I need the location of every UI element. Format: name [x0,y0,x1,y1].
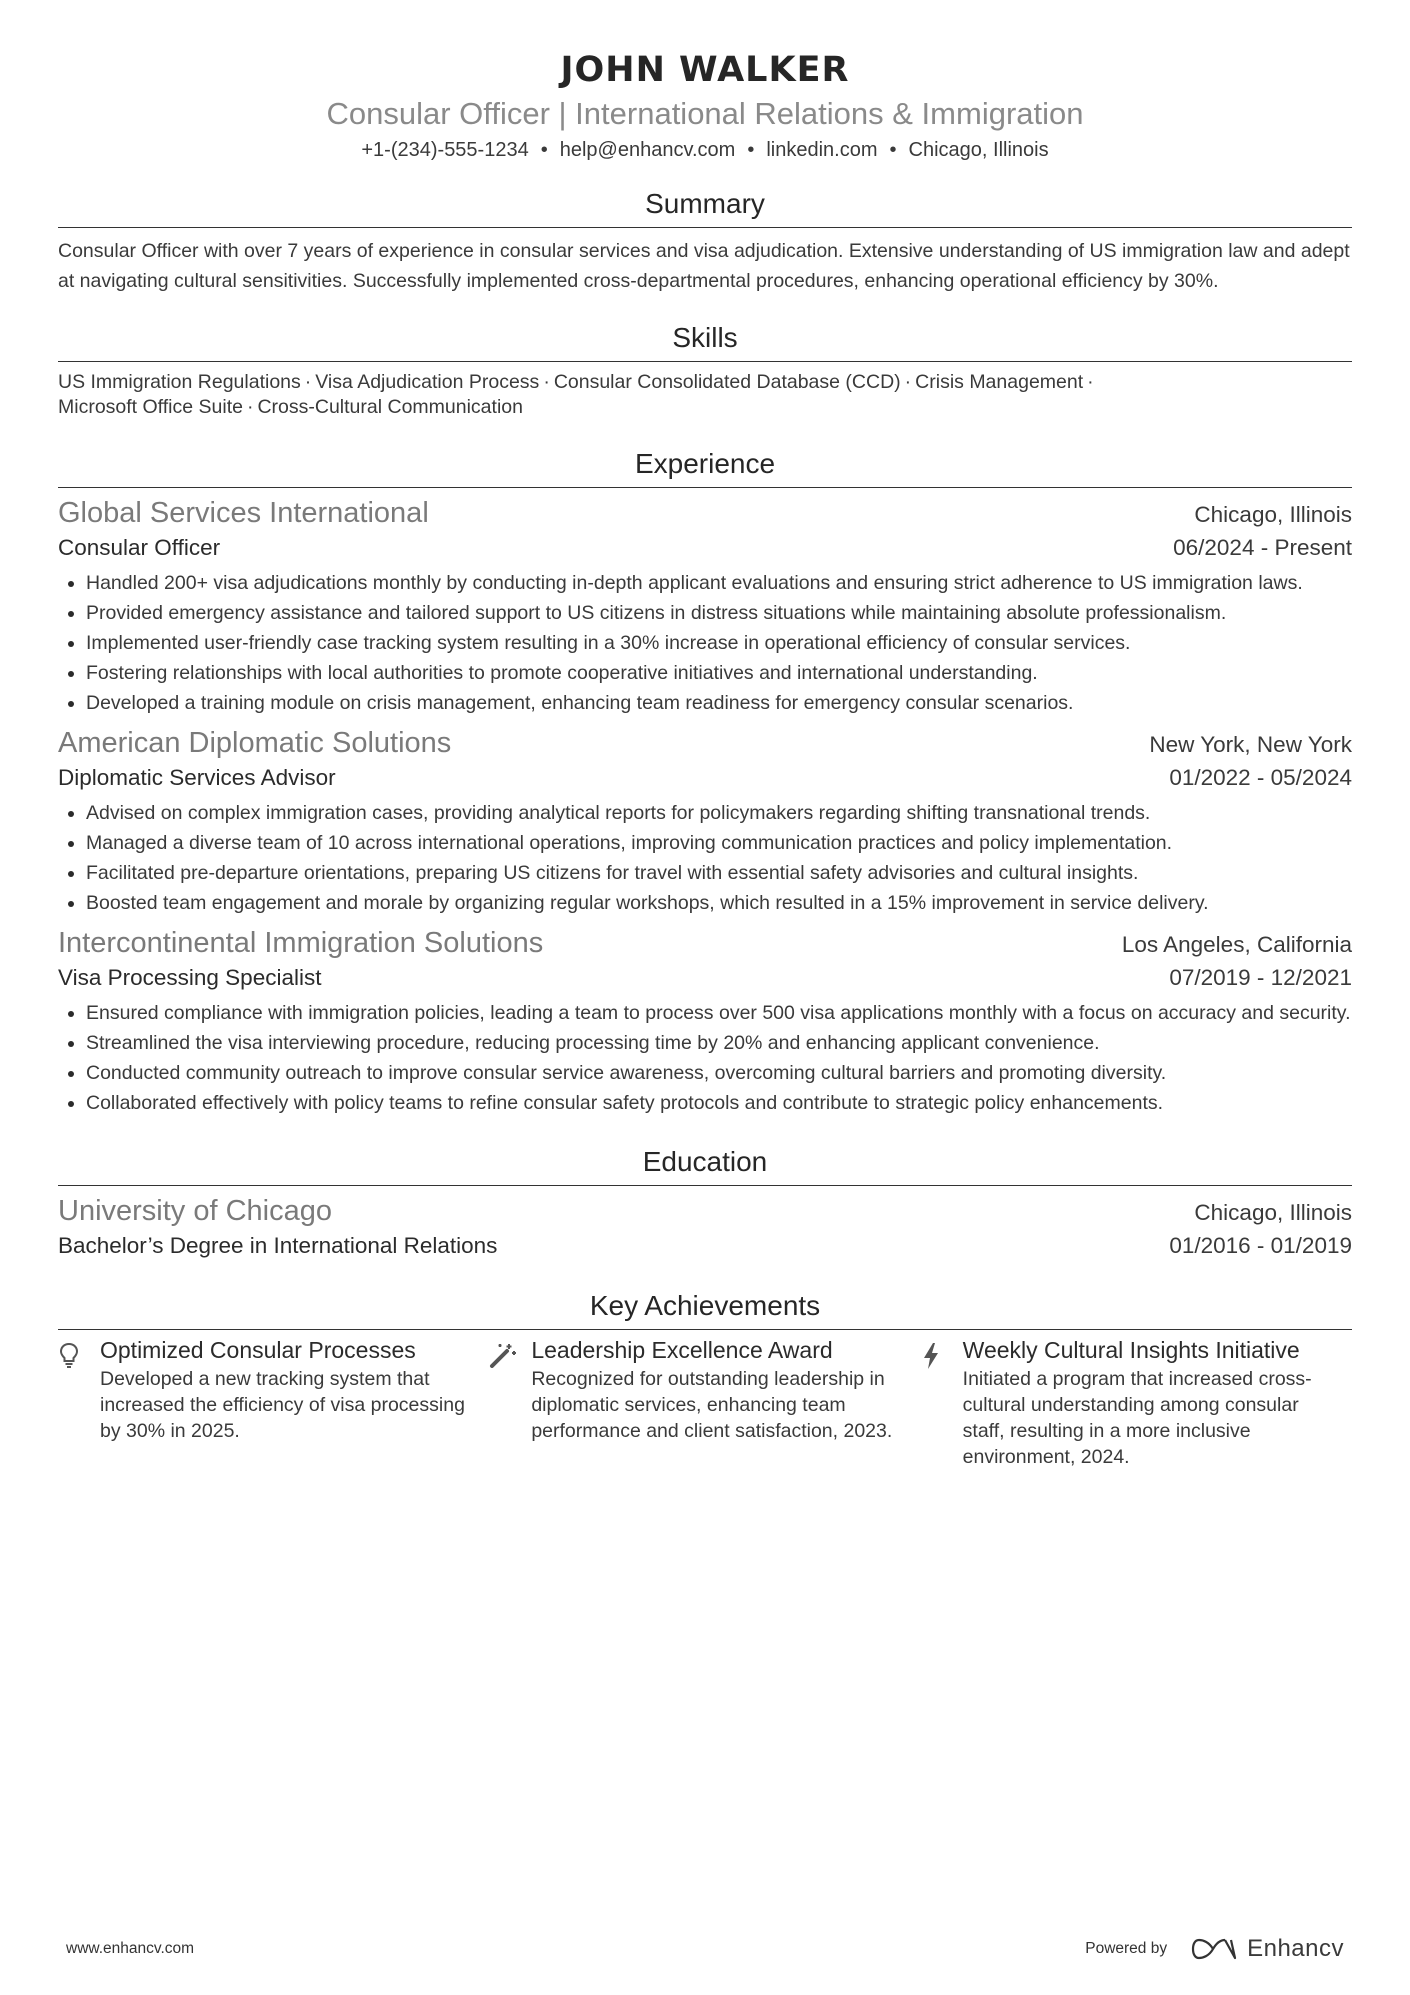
education-section [58,1144,1352,1262]
candidate-headline: Consular Officer | International Relations & Immigration [326,96,1084,131]
job-entry [58,724,1352,918]
achievement-item [58,1336,489,1470]
summary-text: Consular Officer with over 7 years of experience in consular services and visa adjudication. Extensive understanding of US immigration law and adept at navigating cultural sensitivities. Successfully implemented cross-departmental procedures, enhancing operational efficiency by 30%. [58,240,1350,292]
job-role: Visa Processing Specialist [58,965,322,990]
bullet-separator: • [889,139,897,161]
job-location: Los Angeles, California [1121,932,1352,957]
job-bullets [58,798,1352,918]
job-bullet: • Ensured compliance with immigration policies, leading a team to process over 500 visa applications monthly with a focus on accuracy and security. [86,998,1352,1028]
achievements-list [58,1336,1352,1470]
job-role: Diplomatic Services Advisor [58,765,336,790]
achievement-item [921,1336,1352,1470]
enhancv-logo-icon [1191,1938,1237,1960]
achievement-description: Initiated a program that increased cross-cultural understanding among consular staff, resulting in a more inclusive environment, 2024. [962,1368,1312,1468]
achievement-title: Leadership Excellence Award [531,1337,833,1363]
contact-location: Chicago, Illinois [908,139,1049,161]
contact-phone: +1-(234)-555-1234 [361,139,529,161]
achievement-title: Optimized Consular Processes [100,1337,416,1363]
section-title-achievements: Key Achievements [58,1288,1352,1330]
achievement-description: Developed a new tracking system that increased the efficiency of visa processing by 30% in 2025. [100,1368,465,1442]
job-bullet: • Advised on complex immigration cases, providing analytical reports for policymakers regarding shifting transnational trends. [86,798,1352,828]
job-location: New York, New York [1149,732,1352,757]
job-bullet: • Boosted team engagement and morale by organizing regular workshops, which resulted in a 15% improvement in service delivery. [86,888,1352,918]
section-title-education: Education [58,1144,1352,1186]
skill-item: Consular Consolidated Database (CCD) [553,371,901,393]
degree: Bachelor’s Degree in International Relations [58,1233,498,1258]
job-bullet: • Provided emergency assistance and tailored support to US citizens in distress situations while maintaining absolute professionalism. [86,598,1352,628]
job-bullet: • Fostering relationships with local authorities to promote cooperative initiatives and international understanding. [86,658,1352,688]
skills-list: US Immigration Regulations · Visa Adjudication Process · Consular Consolidated Database (CCD) · Crisis Management · Microsoft Office Suite · Cross-Cultural Communication [58,371,1094,418]
section-title-experience: Experience [58,446,1352,488]
school-name: University of Chicago [58,1195,332,1227]
company-name: American Diplomatic Solutions [58,727,452,759]
job-bullet: • Implemented user-friendly case tracking system resulting in a 30% increase in operational efficiency of consular services. [86,628,1352,658]
education-dates: 01/2016 - 01/2019 [1169,1233,1352,1258]
school-location: Chicago, Illinois [1194,1200,1352,1225]
job-dates: 01/2022 - 05/2024 [1169,765,1352,790]
job-bullet: • Streamlined the visa interviewing procedure, reducing processing time by 20% and enhancing applicant convenience. [86,1028,1352,1058]
bullet-separator: • [747,139,755,161]
job-bullet: • Managed a diverse team of 10 across international operations, improving communication practices and policy implementation. [86,828,1352,858]
job-location: Chicago, Illinois [1194,502,1352,527]
lightning-bolt-icon [921,1336,963,1470]
candidate-name: JOHN WALKER [560,50,850,90]
skill-item: Cross-Cultural Communication [257,396,523,418]
job-bullets [58,998,1352,1118]
section-title-summary: Summary [58,186,1352,228]
job-bullet: • Handled 200+ visa adjudications monthly by conducting in-depth applicant evaluations and ensuring strict adherence to US immigration laws. [86,568,1352,598]
job-dates: 06/2024 - Present [1173,535,1352,560]
enhancv-brand-name[interactable]: Enhancv [1247,1935,1344,1962]
job-dates: 07/2019 - 12/2021 [1169,965,1352,990]
job-bullet: • Conducted community outreach to improve consular service awareness, overcoming cultural barriers and promoting diversity. [86,1058,1352,1088]
footer-website-link[interactable]: www.enhancv.com [66,1940,195,1957]
resume-header [58,0,1352,164]
education-entry [58,1192,1352,1262]
job-entry [58,494,1352,718]
experience-section [58,446,1352,1118]
achievement-description: Recognized for outstanding leadership in diplomatic services, enhancing team performance and client satisfaction, 2023. [531,1368,893,1442]
achievement-title: Weekly Cultural Insights Initiative [962,1337,1300,1363]
page-footer [66,1935,1344,1963]
achievements-section [58,1288,1352,1470]
job-bullet: • Collaborated effectively with policy teams to refine consular safety protocols and contribute to strategic policy enhancements. [86,1088,1352,1118]
job-bullets [58,568,1352,718]
contact-linkedin[interactable]: linkedin.com [766,139,878,161]
contact-line [58,136,1352,164]
job-bullet: • Developed a training module on crisis management, enhancing team readiness for emergency consular scenarios. [86,688,1352,718]
job-entry [58,924,1352,1118]
lightbulb-icon [58,1336,100,1470]
company-name: Intercontinental Immigration Solutions [58,927,544,959]
section-title-skills: Skills [58,320,1352,362]
powered-by [1085,1935,1344,1963]
job-role: Consular Officer [58,535,221,560]
skill-item: Microsoft Office Suite [58,396,243,418]
skills-section [58,320,1352,420]
summary-section [58,186,1352,296]
company-name: Global Services International [58,497,429,529]
achievement-item [489,1336,920,1470]
skill-item: Crisis Management [915,371,1084,393]
job-bullet: • Facilitated pre-departure orientations, preparing US citizens for travel with essential safety advisories and cultural insights. [86,858,1352,888]
magic-wand-icon [489,1336,531,1470]
powered-by-label: Powered by [1085,1940,1168,1957]
skill-item: Visa Adjudication Process [315,371,540,393]
contact-email[interactable]: help@enhancv.com [559,139,736,161]
bullet-separator: • [540,139,548,161]
skill-item: US Immigration Regulations [58,371,301,393]
